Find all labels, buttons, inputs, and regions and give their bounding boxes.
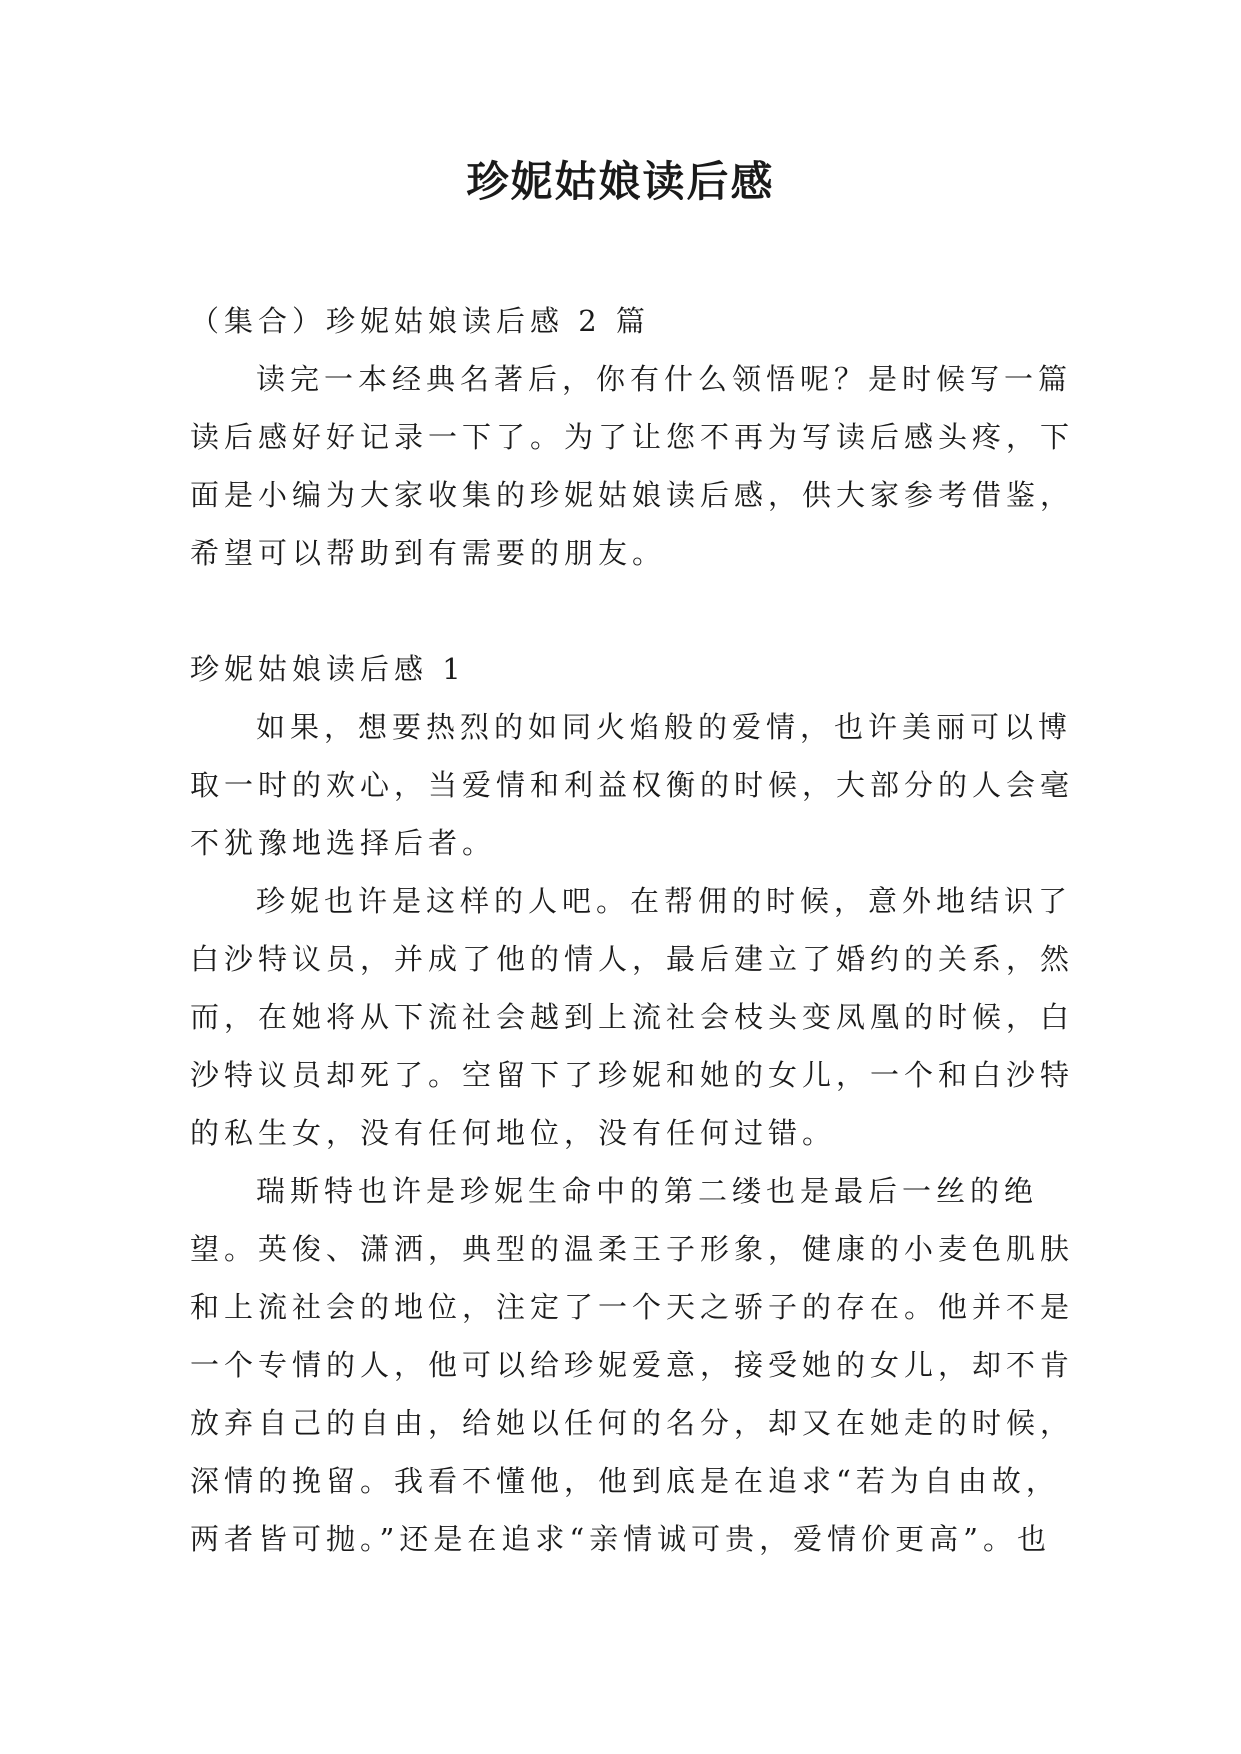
paragraph-line: 读完一本经典名著后，你有什么领悟呢？是时候写一篇 [256,362,1073,396]
paragraph-line: 取一时的欢心，当爱情和利益权衡的时候，大部分的人会毫 [190,768,1075,802]
paragraph-3 [190,1162,1075,1568]
section-spacer [190,582,1058,640]
paragraph-line: 沙特议员却死了。空留下了珍妮和她的女儿，一个和白沙特 [190,1058,1075,1092]
paragraph-line: 望。英俊、潇洒，典型的温柔王子形象，健康的小麦色肌肤 [190,1232,1075,1266]
paragraph-line: 深情的挽留。我看不懂他，他到底是在追求“若为自由故， [190,1464,1060,1498]
paragraph-line: 和上流社会的地位，注定了一个天之骄子的存在。他并不是 [190,1290,1075,1324]
paragraph-line: 瑞斯特也许是珍妮生命中的第二缕也是最后一丝的绝 [256,1174,1039,1208]
paragraph-line: 放弃自己的自由，给她以任何的名分，却又在她走的时候， [190,1406,1075,1440]
paragraph-line: 面是小编为大家收集的珍妮姑娘读后感，供大家参考借鉴， [190,478,1075,512]
paragraph-line: 的私生女，没有任何地位，没有任何过错。 [190,1116,837,1150]
paragraph-line: 两者皆可抛。”还是在追求“亲情诚可贵，爱情价更高”。也 [190,1522,1051,1556]
section-heading: 珍妮姑娘读后感 1 [190,652,466,686]
paragraph-line: 一个专情的人，他可以给珍妮爱意，接受她的女儿，却不肯 [190,1348,1075,1382]
paragraph-line: 珍妮也许是这样的人吧。在帮佣的时候，意外地结识了 [256,884,1073,918]
document-title: 珍妮姑娘读后感 [466,157,775,206]
paragraph-line: 希望可以帮助到有需要的朋友。 [190,536,667,570]
collection-subtitle: （集合）珍妮姑娘读后感 2 篇 [190,304,650,338]
paragraph-2 [190,872,1075,1162]
paragraph-line: 白沙特议员，并成了他的情人，最后建立了婚约的关系，然 [190,942,1075,976]
paragraph-1 [190,698,1075,872]
paragraph-line: 而，在她将从下流社会越到上流社会枝头变凤凰的时候，白 [190,1000,1075,1034]
intro-paragraph [190,350,1075,582]
paragraph-line: 不犹豫地选择后者。 [190,826,497,860]
paragraph-line: 读后感好好记录一下了。为了让您不再为写读后感头疼，下 [190,420,1075,454]
paragraph-line: 如果，想要热烈的如同火焰般的爱情，也许美丽可以博 [256,710,1073,744]
document-body [190,292,1075,1568]
